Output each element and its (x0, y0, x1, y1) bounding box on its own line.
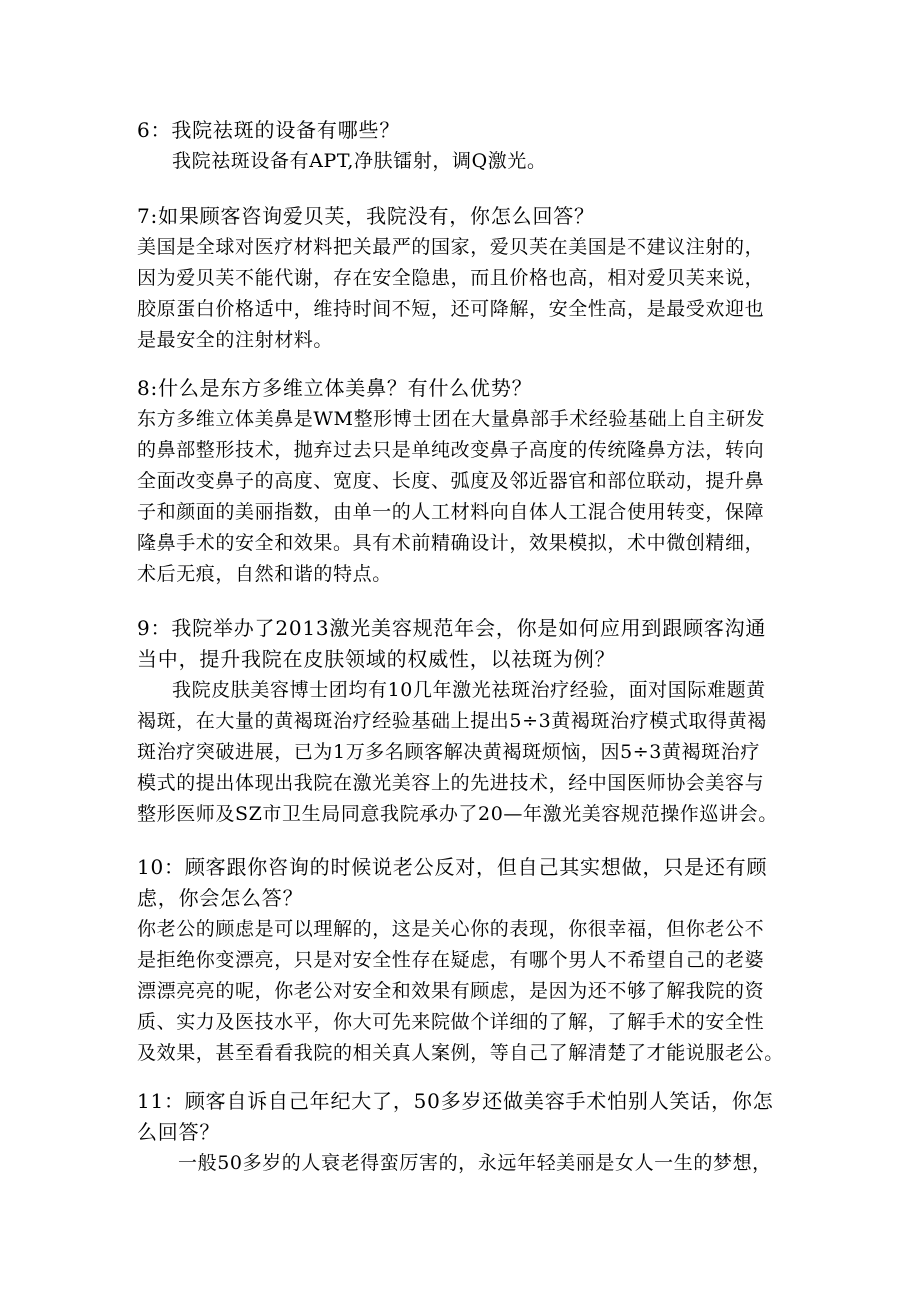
question-11-line-1: 11：顾客自诉自己年纪大了，50多岁还做美容手术怕别人笑话，你怎 (137, 1089, 774, 1113)
answer-8-line-5: 隆鼻手术的安全和效果。具有术前精确设计，效果模拟，术中微创精细， (137, 532, 765, 554)
answer-10-line-5: 及效果，甚至看看我院的相关真人案例，等自己了解清楚了才能说服老公。 (137, 1042, 784, 1064)
answer-7-line-1: 美国是全球对医疗材料把关最严的国家，爱贝芙在美国是不建议注射的， (137, 236, 765, 258)
question-10-line-1: 10：顾客跟你咨询的时候说老公反对，但自己其实想做，只是还有顾 (137, 855, 768, 879)
answer-8-line-4: 子和颜面的美丽指数，由单一的人工材料向自体人工混合使用转变，保障 (137, 501, 765, 523)
question-9-line-1: 9：我院举办了2013激光美容规范年会，你是如何应用到跟顾客沟通 (137, 616, 767, 640)
answer-7-line-4: 是最安全的注射材料。 (137, 329, 334, 351)
answer-6-line-1: 我院祛斑设备有APT,净肤镭射，调Q激光。 (172, 150, 547, 172)
answer-9-line-5: 整形医师及SZ市卫生局同意我院承办了20—年激光美容规范操作巡讲会。 (137, 803, 778, 825)
answer-8-line-2: 的鼻部整形技术，抛弃过去只是单纯改变鼻子高度的传统隆鼻方法，转向 (137, 439, 765, 461)
question-8-line-1: 8:什么是东方多维立体美鼻？有什么优势？ (137, 376, 533, 400)
answer-9-line-3: 斑治疗突破进展，已为1万多名顾客解决黄褐斑烦恼，因5÷3黄褐斑治疗 (137, 741, 760, 763)
question-9-line-2: 当中，提升我院在皮肤领域的权威性，以祛斑为例？ (137, 647, 616, 671)
answer-10-line-4: 质、实力及医技水平，你大可先来院做个详细的了解，了解手术的安全性 (137, 1011, 765, 1033)
answer-7-line-3: 胶原蛋白价格适中，维持时间不短，还可降解，安全性高，是最受欢迎也 (137, 298, 765, 320)
question-11-line-2: 么回答？ (137, 1120, 221, 1144)
question-10-line-2: 虑，你会怎么答？ (137, 886, 304, 910)
question-6-line-1: 6：我院祛斑的设备有哪些？ (137, 118, 401, 142)
answer-8-line-6: 术后无痕，自然和谐的特点。 (137, 563, 392, 585)
answer-10-line-3: 漂漂亮亮的呢，你老公对安全和效果有顾虑，是因为还不够了解我院的资 (137, 980, 765, 1002)
answer-7-line-2: 因为爱贝芙不能代谢，存在安全隐患，而且价格也高，相对爱贝芙来说， (137, 267, 765, 289)
answer-8-line-3: 全面改变鼻子的高度、宽度、长度、弧度及邻近器官和部位联动，提升鼻 (137, 470, 765, 492)
answer-11-line-1: 一般50多岁的人衰老得蛮厉害的，永远年轻美丽是女人一生的梦想， (178, 1152, 772, 1174)
answer-9-line-1: 我院皮肤美容博士团均有10几年激光祛斑治疗经验，面对国际难题黄 (172, 679, 766, 701)
question-7-line-1: 7:如果顾客咨询爱贝芙，我院没有，你怎么回答？ (137, 204, 595, 228)
answer-9-line-2: 褐斑，在大量的黄褐斑治疗经验基础上提出5÷3黄褐斑治疗模式取得黄褐 (137, 710, 767, 732)
answer-10-line-1: 你老公的顾虑是可以理解的，这是关心你的表现，你很幸福，但你老公不 (137, 918, 765, 940)
answer-9-line-4: 模式的提出体现出我院在激光美容上的先进技术，经中国医师协会美容与 (137, 772, 765, 794)
answer-8-line-1: 东方多维立体美鼻是WM整形博士团在大量鼻部手术经验基础上自主研发 (137, 408, 766, 430)
answer-10-line-2: 是拒绝你变漂亮，只是对安全性存在疑虑，有哪个男人不希望自己的老婆 (137, 949, 765, 971)
